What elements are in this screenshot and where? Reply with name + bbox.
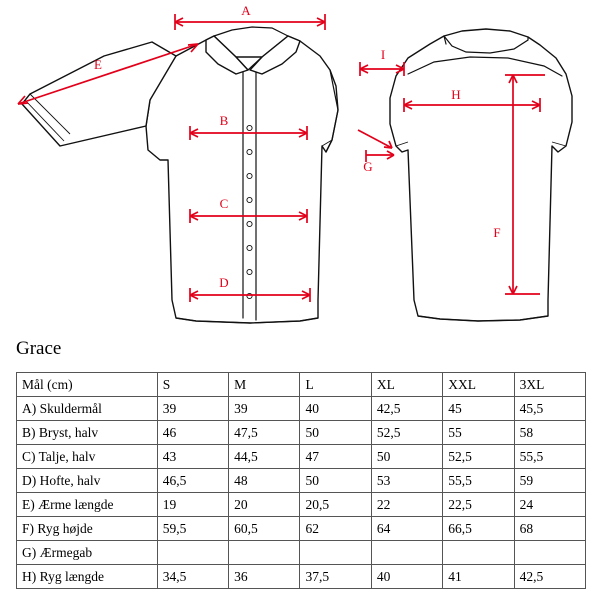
measurement-value: 50 [300, 421, 371, 445]
table-header-row [17, 373, 586, 397]
measurement-value [514, 541, 585, 565]
measurement-value: 52,5 [443, 445, 514, 469]
button-dot [247, 221, 252, 226]
measurement-value: 52,5 [371, 421, 442, 445]
table-header-cell: XL [371, 373, 442, 397]
measurement-value: 45 [443, 397, 514, 421]
measure-label-F: F [493, 224, 501, 240]
measure-I [360, 47, 404, 76]
table-header-cell: XXL [443, 373, 514, 397]
button-dot [247, 149, 252, 154]
measurement-value: 42,5 [514, 565, 585, 589]
table-header-cell: M [229, 373, 300, 397]
measurement-label: B) Bryst, halv [17, 421, 158, 445]
size-table [16, 372, 586, 589]
measurement-value: 34,5 [157, 565, 228, 589]
measure-label-E: E [94, 56, 102, 72]
button-dot [247, 173, 252, 178]
table-header-cell: L [300, 373, 371, 397]
measurement-value: 22,5 [443, 493, 514, 517]
table-row [17, 517, 586, 541]
measurement-value [157, 541, 228, 565]
button-dot [247, 197, 252, 202]
measurement-value: 43 [157, 445, 228, 469]
table-header-cell: Mål (cm) [17, 373, 158, 397]
measure-label-C: C [219, 195, 229, 211]
measurement-value: 55,5 [443, 469, 514, 493]
table-row [17, 565, 586, 589]
measurement-label: C) Talje, halv [17, 445, 158, 469]
measurement-value [300, 541, 371, 565]
measurement-value: 20 [229, 493, 300, 517]
measurement-value: 44,5 [229, 445, 300, 469]
measurement-value: 41 [443, 565, 514, 589]
measure-label-I: I [380, 46, 386, 62]
measurement-value: 46 [157, 421, 228, 445]
measurement-value: 19 [157, 493, 228, 517]
measurement-value [443, 541, 514, 565]
button-dot [247, 269, 252, 274]
button-dot [247, 245, 252, 250]
table-row [17, 541, 586, 565]
table-row [17, 421, 586, 445]
measurement-value: 68 [514, 517, 585, 541]
measure-label-H: H [451, 86, 461, 102]
shirt-front-view [22, 27, 338, 323]
table-row [17, 493, 586, 517]
measurement-label: G) Ærmegab [17, 541, 158, 565]
page-title: Grace [16, 338, 62, 359]
measurement-label: A) Skuldermål [17, 397, 158, 421]
shirt-back-view [390, 29, 572, 321]
measurement-value: 40 [300, 397, 371, 421]
measurement-value: 22 [371, 493, 442, 517]
measurement-value [229, 541, 300, 565]
measurement-value: 39 [229, 397, 300, 421]
measure-label-B: B [219, 112, 229, 128]
measurement-value: 46,5 [157, 469, 228, 493]
measure-label-D: D [219, 274, 229, 290]
table-header-cell: 3XL [514, 373, 585, 397]
table-header-cell: S [157, 373, 228, 397]
measurement-value: 47 [300, 445, 371, 469]
measurement-value: 50 [371, 445, 442, 469]
measurement-value: 45,5 [514, 397, 585, 421]
measurement-label: H) Ryg længde [17, 565, 158, 589]
measurement-value: 24 [514, 493, 585, 517]
measure-label-A: A [241, 2, 251, 18]
table-row [17, 445, 586, 469]
measurement-value: 42,5 [371, 397, 442, 421]
measurement-value: 47,5 [229, 421, 300, 445]
measure-label-G: G [363, 158, 373, 174]
measurement-value: 40 [371, 565, 442, 589]
size-table-container [16, 372, 586, 589]
measurement-value: 53 [371, 469, 442, 493]
measurement-value: 60,5 [229, 517, 300, 541]
measurement-value: 59,5 [157, 517, 228, 541]
table-row [17, 469, 586, 493]
measurement-value: 59 [514, 469, 585, 493]
measurement-label: E) Ærme længde [17, 493, 158, 517]
measure-A [175, 3, 325, 30]
measurement-label: D) Hofte, halv [17, 469, 158, 493]
measurement-value: 36 [229, 565, 300, 589]
button-dot [247, 125, 252, 130]
measurement-value: 48 [229, 469, 300, 493]
measurement-value: 20,5 [300, 493, 371, 517]
measurement-value: 66,5 [443, 517, 514, 541]
measurement-value: 58 [514, 421, 585, 445]
table-row [17, 397, 586, 421]
measurement-value: 37,5 [300, 565, 371, 589]
measurement-value: 62 [300, 517, 371, 541]
measurement-value [371, 541, 442, 565]
measurement-value: 39 [157, 397, 228, 421]
measurement-value: 55,5 [514, 445, 585, 469]
measure-G [358, 130, 394, 174]
measurement-label: F) Ryg højde [17, 517, 158, 541]
measurement-value: 64 [371, 517, 442, 541]
measurement-value: 50 [300, 469, 371, 493]
measurement-value: 55 [443, 421, 514, 445]
